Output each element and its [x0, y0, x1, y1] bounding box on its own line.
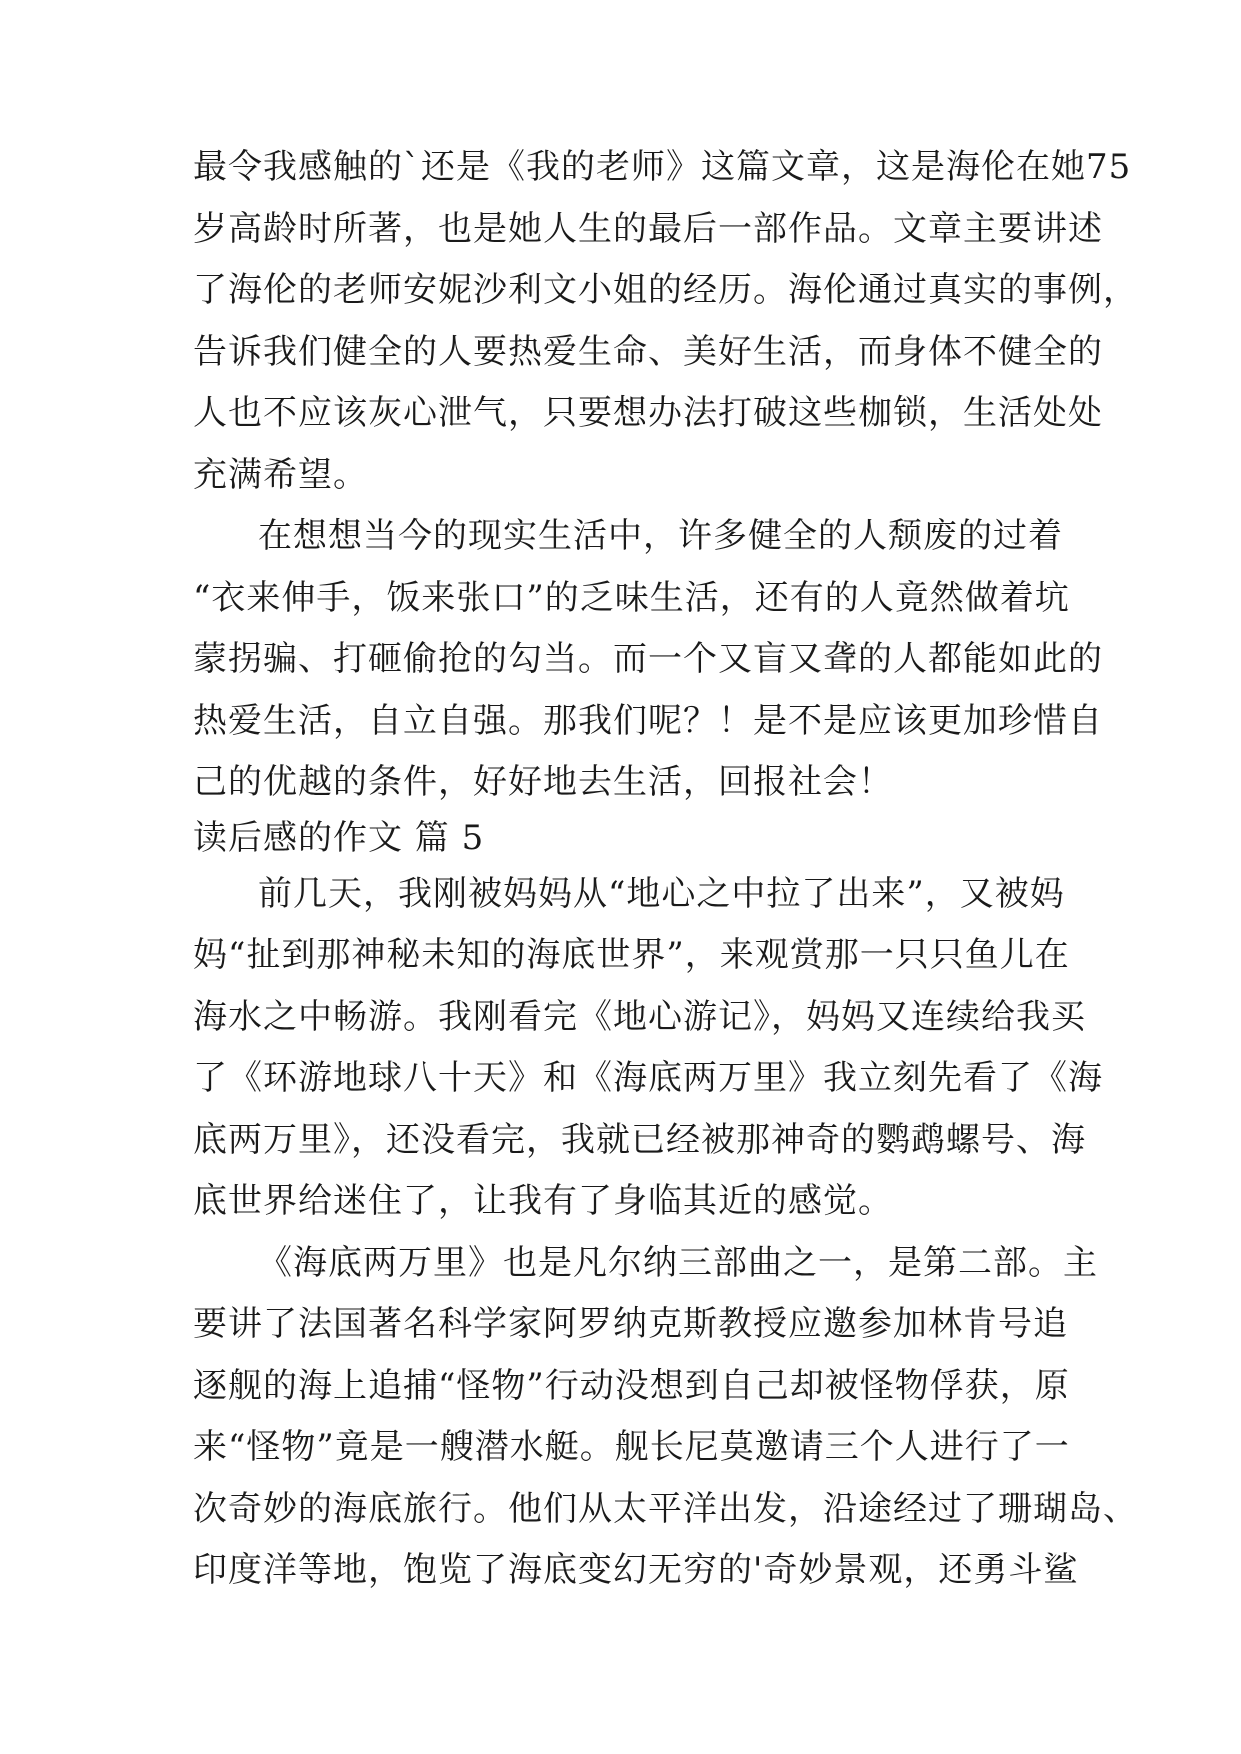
text-line: 逐舰的海上追捕“怪物”行动没想到自己却被怪物俘获，原 — [193, 1366, 1070, 1406]
text-line: 次奇妙的海底旅行。他们从太平洋出发，沿途经过了珊瑚岛、 — [193, 1489, 1138, 1529]
text-line: 人也不应该灰心泄气，只要想办法打破这些枷锁，生活处处 — [193, 393, 1103, 433]
text-line: 蒙拐骗、打砸偷抢的勾当。而一个又盲又聋的人都能如此的 — [193, 639, 1103, 679]
text-line: 来“怪物”竟是一艘潜水艇。舰长尼莫邀请三个人进行了一 — [193, 1427, 1070, 1467]
text-line: 前几天，我刚被妈妈从“地心之中拉了出来”，又被妈 — [258, 874, 1065, 914]
text-line: 要讲了法国著名科学家阿罗纳克斯教授应邀参加林肯号追 — [193, 1304, 1068, 1344]
text-line: 妈“扯到那神秘未知的海底世界”，来观赏那一只只鱼儿在 — [193, 935, 1070, 975]
text-line: 《海底两万里》也是凡尔纳三部曲之一，是第二部。主 — [258, 1243, 1098, 1283]
text-line: 岁高龄时所著，也是她人生的最后一部作品。文章主要讲述 — [193, 209, 1103, 249]
text-line: 告诉我们健全的人要热爱生命、美好生活，而身体不健全的 — [193, 332, 1103, 372]
text-line: 海水之中畅游。我刚看完《地心游记》，妈妈又连续给我买 — [193, 997, 1086, 1037]
text-line: 充满希望。 — [193, 455, 368, 495]
text-line: 底世界给迷住了，让我有了身临其近的感觉。 — [193, 1181, 893, 1221]
text-line: 了《环游地球八十天》和《海底两万里》我立刻先看了《海 — [193, 1058, 1103, 1098]
text-line: 己的优越的条件，好好地去生活，回报社会！ — [193, 762, 893, 802]
text-line: 在想想当今的现实生活中，许多健全的人颓废的过着 — [258, 516, 1063, 556]
text-line: 热爱生活，自立自强。那我们呢？！是不是应该更加珍惜自 — [193, 701, 1103, 741]
section-heading: 读后感的作文 篇 5 — [193, 818, 485, 858]
text-line: 底两万里》，还没看完，我就已经被那神奇的鹦鹉螺号、海 — [193, 1120, 1086, 1160]
text-line: 了海伦的老师安妮沙利文小姐的经历。海伦通过真实的事例， — [193, 270, 1138, 310]
text-line: 最令我感触的`还是《我的老师》这篇文章，这是海伦在她75 — [193, 147, 1132, 187]
text-line: “衣来伸手，饭来张口”的乏味生活，还有的人竟然做着坑 — [193, 578, 1070, 618]
text-line: 印度洋等地，饱览了海底变幻无穷的'奇妙景观，还勇斗鲨 — [193, 1550, 1079, 1590]
